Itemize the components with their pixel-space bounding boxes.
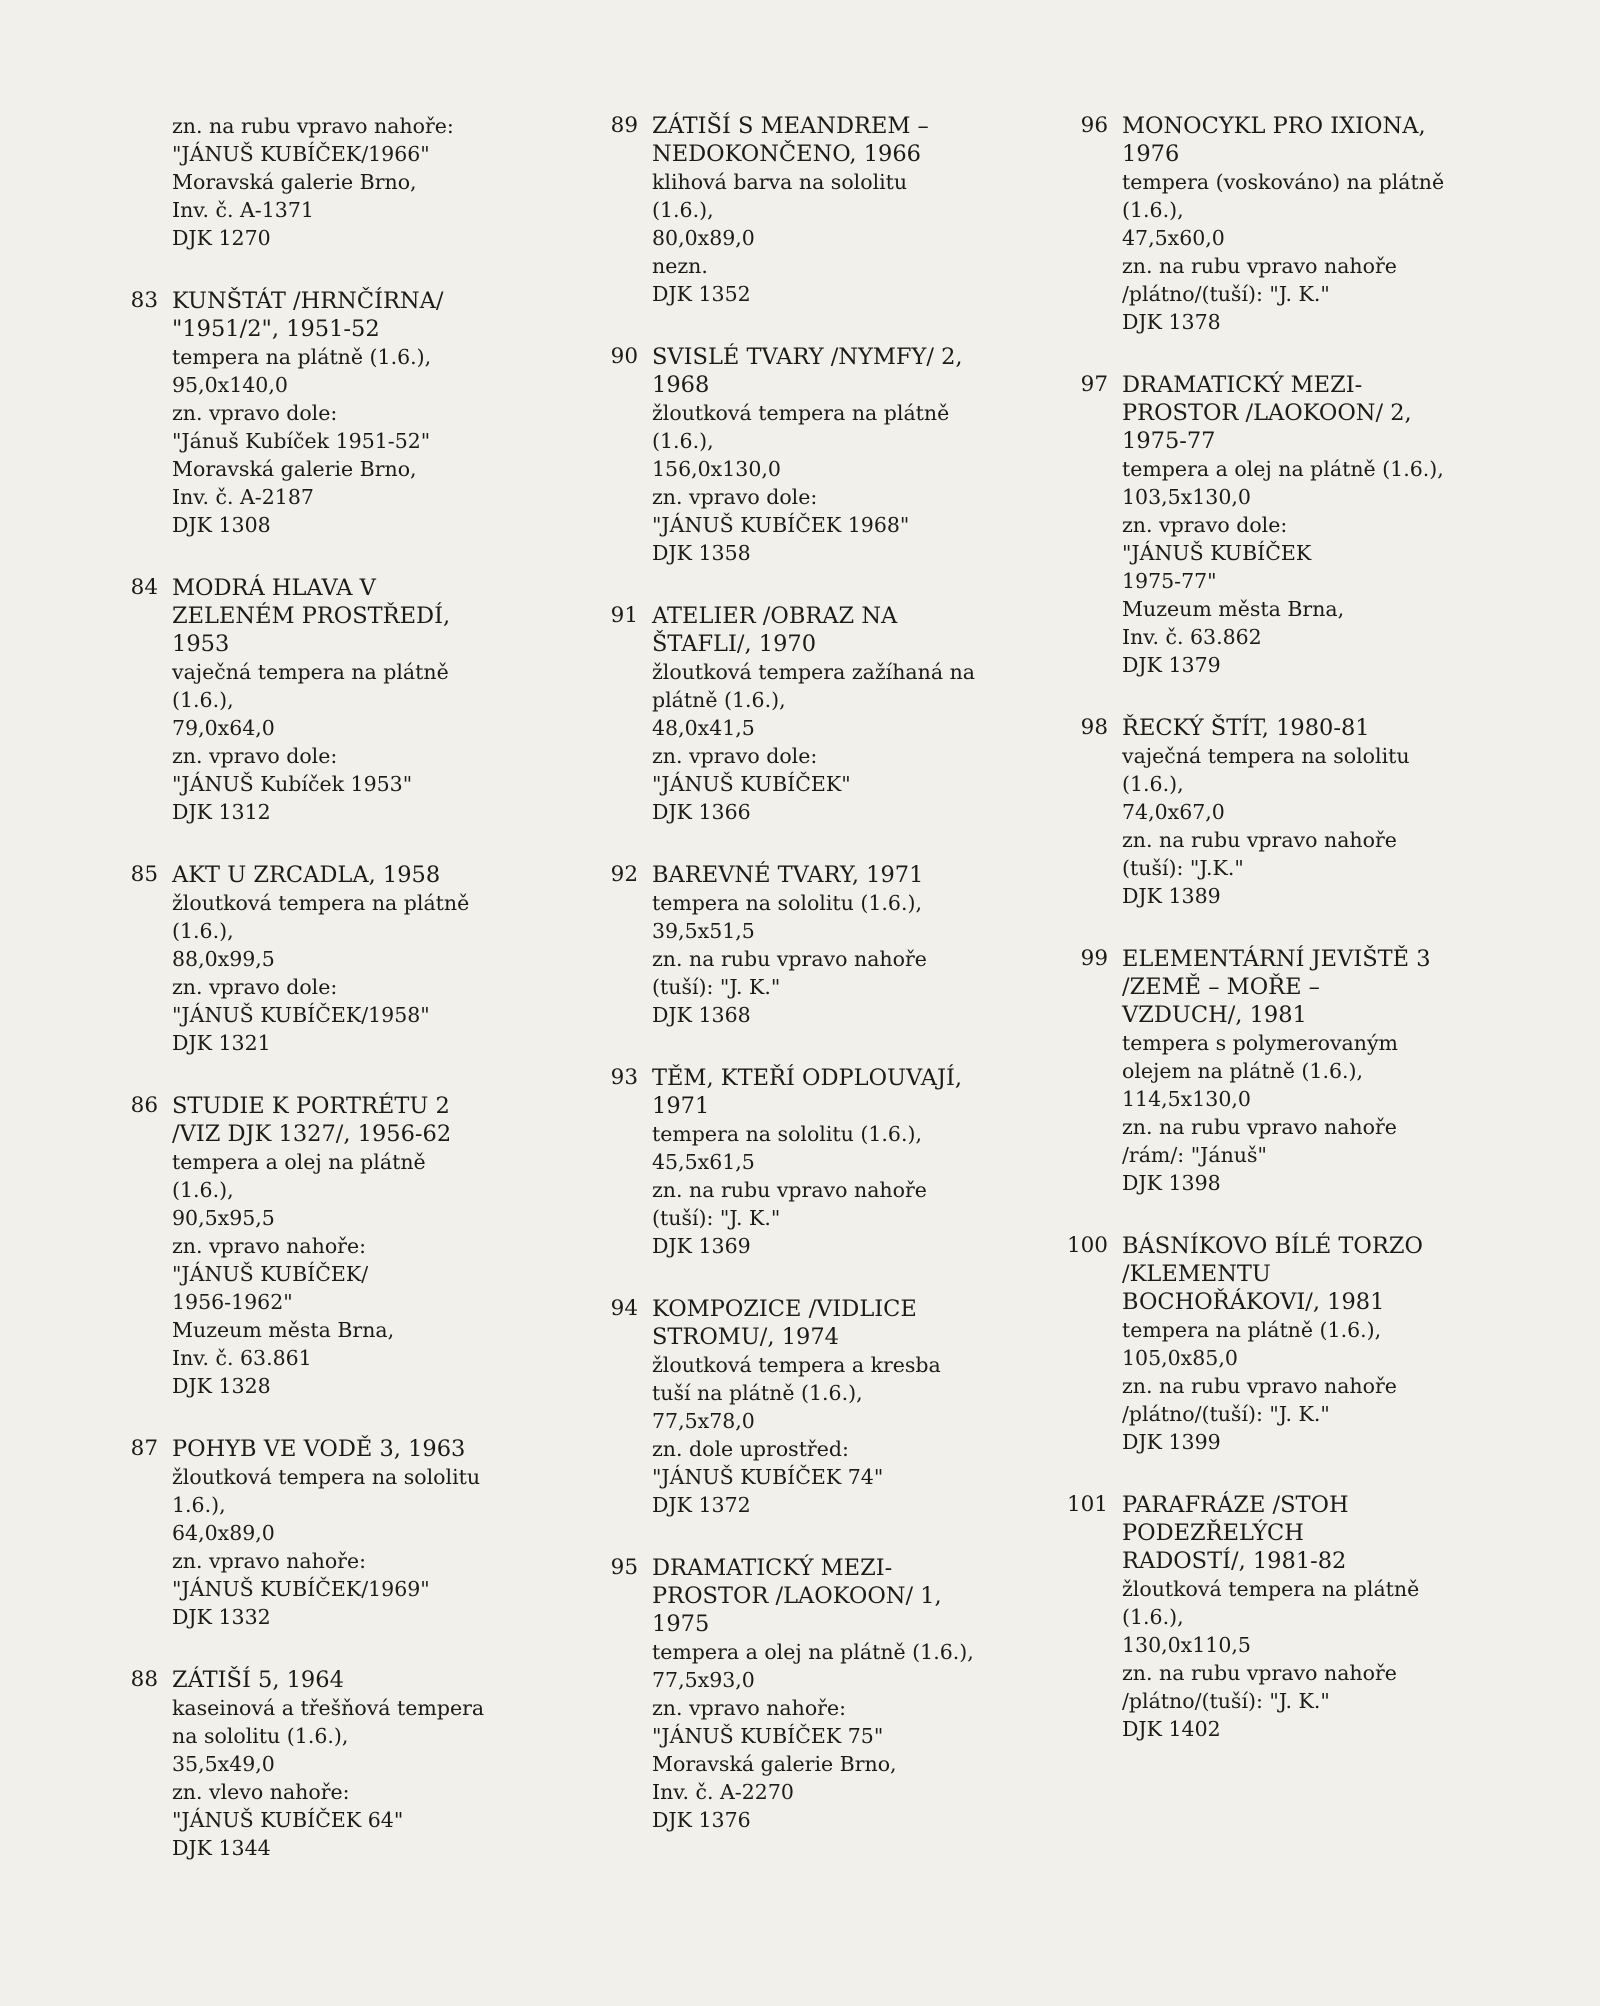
entry-detail-line: (1.6.), xyxy=(172,919,234,943)
entry-detail-line: DJK 1358 xyxy=(652,541,751,565)
entry-title-line: VZDUCH/, 1981 xyxy=(1122,1002,1307,1028)
entry-number: 101 xyxy=(1066,1492,1108,1517)
entry-detail-line: 45,5x61,5 xyxy=(652,1150,755,1174)
entry-title-line: 1975 xyxy=(652,1611,710,1637)
entry-title-line: TĚM, KTEŘÍ ODPLOUVAJÍ, xyxy=(652,1065,963,1091)
entry-detail-line: "JÁNUŠ KUBÍČEK 64" xyxy=(172,1808,404,1832)
entry-detail-line: 48,0x41,5 xyxy=(652,716,755,740)
entry-detail-line: (1.6.), xyxy=(652,198,714,222)
entry-detail-line: 74,0x67,0 xyxy=(1122,800,1225,824)
entry-detail-line: 64,0x89,0 xyxy=(172,1521,275,1545)
entry-detail-line: (1.6.), xyxy=(1122,1605,1184,1629)
entry-detail-line: 79,0x64,0 xyxy=(172,716,275,740)
entry-detail-line: "Jánuš Kubíček 1951-52" xyxy=(172,429,431,453)
entry-detail-line: zn. na rubu vpravo nahoře xyxy=(1122,828,1397,852)
entry-detail-line: "JÁNUŠ KUBÍČEK/ xyxy=(172,1262,369,1286)
entry-body xyxy=(652,1295,1060,1519)
entry-detail-line: olejem na plátně (1.6.), xyxy=(1122,1059,1364,1083)
continuation-line: zn. na rubu vpravo nahoře: xyxy=(172,114,454,138)
entry-title-line: MONOCYKL PRO IXIONA, xyxy=(1122,113,1426,139)
entry-number: 91 xyxy=(610,603,638,628)
entry-title-line: 1975-77 xyxy=(1122,428,1216,454)
catalog-entry xyxy=(1060,714,1530,910)
entry-detail-line: 47,5x60,0 xyxy=(1122,226,1225,250)
entry-title-line: /KLEMENTU xyxy=(1122,1261,1271,1287)
catalog-entry xyxy=(1060,1232,1530,1456)
entry-title-line: STUDIE K PORTRÉTU 2 xyxy=(172,1093,450,1119)
entry-title-line: KOMPOZICE /VIDLICE xyxy=(652,1296,917,1322)
entry-body xyxy=(652,343,1060,567)
entry-detail-line: 1975-77" xyxy=(1122,569,1217,593)
entry-detail-line: 95,0x140,0 xyxy=(172,373,288,397)
entry-number: 85 xyxy=(130,862,158,887)
entry-title-line: ŠTAFLI/, 1970 xyxy=(652,631,817,657)
entry-detail-line: 39,5x51,5 xyxy=(652,919,755,943)
continuation-entry xyxy=(172,112,580,252)
catalog-entry xyxy=(590,602,1060,826)
entry-body xyxy=(652,861,1060,1029)
entry-title-line: ZÁTIŠÍ 5, 1964 xyxy=(172,1667,344,1693)
entry-detail-line: DJK 1402 xyxy=(1122,1717,1221,1741)
entry-number: 90 xyxy=(610,344,638,369)
entry-detail-line: (tuší): "J.K." xyxy=(1122,856,1244,880)
entry-detail-line: (1.6.), xyxy=(1122,772,1184,796)
entry-detail-line: DJK 1352 xyxy=(652,282,751,306)
entry-detail-line: žloutková tempera na sololitu xyxy=(172,1465,481,1489)
entry-detail-line: zn. vlevo nahoře: xyxy=(172,1780,350,1804)
entry-detail-line: "JÁNUŠ KUBÍČEK 1968" xyxy=(652,513,910,537)
continuation-line: Inv. č. A-1371 xyxy=(172,198,314,222)
entry-body xyxy=(652,112,1060,308)
entry-detail-line: /plátno/(tuší): "J. K." xyxy=(1122,1402,1330,1426)
entry-title-line: SVISLÉ TVARY /NYMFY/ 2, xyxy=(652,344,963,370)
entry-detail-line: tempera na plátně (1.6.), xyxy=(172,345,432,369)
entry-detail-line: DJK 1369 xyxy=(652,1234,751,1258)
column-2 xyxy=(590,112,1060,1869)
entry-detail-line: "JÁNUŠ KUBÍČEK/1969" xyxy=(172,1577,430,1601)
catalog-entry xyxy=(590,861,1060,1029)
entry-detail-line: zn. na rubu vpravo nahoře xyxy=(1122,1374,1397,1398)
entry-detail-line: Moravská galerie Brno, xyxy=(652,1752,897,1776)
entry-number: 97 xyxy=(1080,372,1108,397)
entry-number: 89 xyxy=(610,113,638,138)
entry-detail-line: (1.6.), xyxy=(652,429,714,453)
entry-body xyxy=(172,287,580,539)
catalog-entry xyxy=(110,1435,580,1631)
entry-detail-line: 130,0x110,5 xyxy=(1122,1633,1251,1657)
entry-number: 100 xyxy=(1066,1233,1108,1258)
entry-number: 86 xyxy=(130,1093,158,1118)
entry-detail-line: (1.6.), xyxy=(172,688,234,712)
entry-detail-line: (1.6.), xyxy=(172,1178,234,1202)
entry-title-line: DRAMATICKÝ MEZI- xyxy=(652,1555,893,1581)
entry-title-line: PROSTOR /LAOKOON/ 1, xyxy=(652,1583,942,1609)
entry-detail-line: 77,5x78,0 xyxy=(652,1409,755,1433)
entry-detail-line: zn. vpravo dole: xyxy=(172,744,338,768)
entry-detail-line: vaječná tempera na plátně xyxy=(172,660,449,684)
entry-number: 83 xyxy=(130,288,158,313)
entry-detail-line: zn. vpravo nahoře: xyxy=(172,1234,367,1258)
entry-body xyxy=(1122,1491,1530,1743)
entry-detail-line: Moravská galerie Brno, xyxy=(172,457,417,481)
entry-detail-line: tempera na sololitu (1.6.), xyxy=(652,891,923,915)
entry-body xyxy=(1122,1232,1530,1456)
entry-detail-line: zn. na rubu vpravo nahoře xyxy=(652,947,927,971)
entry-detail-line: Muzeum města Brna, xyxy=(1122,597,1345,621)
entry-body xyxy=(652,1554,1060,1834)
entry-detail-line: "JÁNUŠ KUBÍČEK/1958" xyxy=(172,1003,430,1027)
catalog-entry xyxy=(110,1666,580,1862)
entry-detail-line: /plátno/(tuší): "J. K." xyxy=(1122,1689,1330,1713)
entry-title-line: AKT U ZRCADLA, 1958 xyxy=(172,862,441,888)
entry-body xyxy=(172,574,580,826)
entry-detail-line: DJK 1398 xyxy=(1122,1171,1221,1195)
entry-detail-line: nezn. xyxy=(652,254,708,278)
entry-title-line: ZELENÉM PROSTŘEDÍ, xyxy=(172,603,451,629)
entry-detail-line: 1956-1962" xyxy=(172,1290,293,1314)
entry-detail-line: kaseinová a třešňová tempera xyxy=(172,1696,485,1720)
entry-title-line: PROSTOR /LAOKOON/ 2, xyxy=(1122,400,1412,426)
entry-detail-line: tempera (voskováno) na plátně xyxy=(1122,170,1445,194)
entry-detail-line: klihová barva na sololitu xyxy=(652,170,908,194)
entry-detail-line: zn. vpravo dole: xyxy=(172,975,338,999)
catalog-entry xyxy=(590,343,1060,567)
entry-detail-line: 88,0x99,5 xyxy=(172,947,275,971)
entry-title-line: RADOSTÍ/, 1981-82 xyxy=(1122,1548,1347,1574)
catalog-entry xyxy=(110,287,580,539)
entry-detail-line: žloutková tempera na plátně xyxy=(1122,1577,1420,1601)
entry-number: 96 xyxy=(1080,113,1108,138)
entry-title-line: 1968 xyxy=(652,372,710,398)
entry-title-line: STROMU/, 1974 xyxy=(652,1324,839,1350)
catalog-entry xyxy=(590,1295,1060,1519)
entry-detail-line: zn. na rubu vpravo nahoře xyxy=(652,1178,927,1202)
entry-detail-line: "JÁNUŠ KUBÍČEK 75" xyxy=(652,1724,884,1748)
entry-detail-line: DJK 1379 xyxy=(1122,653,1221,677)
entry-detail-line: DJK 1376 xyxy=(652,1808,751,1832)
entry-title-line: PODEZŘELÝCH xyxy=(1122,1520,1304,1546)
entry-detail-line: Inv. č. 63.861 xyxy=(172,1346,312,1370)
entry-title-line: DRAMATICKÝ MEZI- xyxy=(1122,372,1363,398)
entry-detail-line: 35,5x49,0 xyxy=(172,1752,275,1776)
catalog-entry xyxy=(1060,371,1530,679)
entry-detail-line: Inv. č. 63.862 xyxy=(1122,625,1262,649)
entry-detail-line: /plátno/(tuší): "J. K." xyxy=(1122,282,1330,306)
entry-title-line: 1971 xyxy=(652,1093,710,1119)
entry-detail-line: "JÁNUŠ KUBÍČEK xyxy=(1122,541,1312,565)
entry-detail-line: žloutková tempera na plátně xyxy=(172,891,470,915)
entry-detail-line: DJK 1308 xyxy=(172,513,271,537)
catalog-entry xyxy=(1060,1491,1530,1743)
entry-detail-line: plátně (1.6.), xyxy=(652,688,786,712)
entry-body xyxy=(172,1435,580,1631)
entry-detail-line: Inv. č. A-2270 xyxy=(652,1780,794,1804)
entry-detail-line: tempera a olej na plátně (1.6.), xyxy=(652,1640,974,1664)
entry-detail-line: (1.6.), xyxy=(1122,198,1184,222)
entry-detail-line: tempera na sololitu (1.6.), xyxy=(652,1122,923,1146)
entry-detail-line: DJK 1372 xyxy=(652,1493,751,1517)
entry-title-line: BÁSNÍKOVO BÍLÉ TORZO xyxy=(1122,1233,1423,1259)
entry-detail-line: žloutková tempera na plátně xyxy=(652,401,950,425)
entry-detail-line: 1.6.), xyxy=(172,1493,226,1517)
entry-detail-line: zn. vpravo nahoře: xyxy=(652,1696,847,1720)
entry-body xyxy=(1122,945,1530,1197)
entry-detail-line: 90,5x95,5 xyxy=(172,1206,275,1230)
continuation-line: Moravská galerie Brno, xyxy=(172,170,417,194)
entry-title-line: "1951/2", 1951-52 xyxy=(172,316,380,342)
entry-detail-line: žloutková tempera zažíhaná na xyxy=(652,660,975,684)
entry-title-line: /ZEMĚ – MOŘE – xyxy=(1122,974,1320,1000)
entry-number: 93 xyxy=(610,1065,638,1090)
entry-title-line: ATELIER /OBRAZ NA xyxy=(652,603,898,629)
entry-body xyxy=(172,1666,580,1862)
entry-detail-line: "JÁNUŠ Kubíček 1953" xyxy=(172,772,413,796)
entry-title-line: /VIZ DJK 1327/, 1956-62 xyxy=(172,1121,452,1147)
catalog-entry xyxy=(110,861,580,1057)
entry-detail-line: zn. na rubu vpravo nahoře xyxy=(1122,254,1397,278)
catalog-entry xyxy=(110,1092,580,1400)
entry-detail-line: zn. vpravo nahoře: xyxy=(172,1549,367,1573)
entry-body xyxy=(1122,371,1530,679)
entry-detail-line: zn. vpravo dole: xyxy=(652,744,818,768)
entry-body xyxy=(172,861,580,1057)
entry-detail-line: tuší na plátně (1.6.), xyxy=(652,1381,863,1405)
catalog-entry xyxy=(590,112,1060,308)
entry-number: 88 xyxy=(130,1667,158,1692)
entry-detail-line: zn. vpravo dole: xyxy=(1122,513,1288,537)
catalog-entry xyxy=(1060,945,1530,1197)
catalog-entry xyxy=(590,1064,1060,1260)
entry-detail-line: (tuší): "J. K." xyxy=(652,1206,781,1230)
entry-detail-line: tempera na plátně (1.6.), xyxy=(1122,1318,1382,1342)
entry-body xyxy=(1122,714,1530,910)
continuation-line: DJK 1270 xyxy=(172,226,271,250)
entry-detail-line: 156,0x130,0 xyxy=(652,457,781,481)
entry-detail-line: Inv. č. A-2187 xyxy=(172,485,314,509)
continuation-body xyxy=(172,112,580,252)
entry-detail-line: DJK 1328 xyxy=(172,1374,271,1398)
entry-number: 87 xyxy=(130,1436,158,1461)
entry-detail-line: DJK 1368 xyxy=(652,1003,751,1027)
entry-title-line: POHYB VE VODĚ 3, 1963 xyxy=(172,1436,466,1462)
entry-body xyxy=(1122,112,1530,336)
entry-detail-line: DJK 1332 xyxy=(172,1605,271,1629)
entry-detail-line: zn. vpravo dole: xyxy=(172,401,338,425)
column-1 xyxy=(110,112,580,1897)
entry-detail-line: tempera a olej na plátně xyxy=(172,1150,426,1174)
entry-detail-line: tempera s polymerovaným xyxy=(1122,1031,1398,1055)
entry-title-line: BAREVNÉ TVARY, 1971 xyxy=(652,862,924,888)
entry-detail-line: tempera a olej na plátně (1.6.), xyxy=(1122,457,1444,481)
entry-title-line: ELEMENTÁRNÍ JEVIŠTĚ 3 xyxy=(1122,946,1431,972)
entry-title-line: 1953 xyxy=(172,631,230,657)
entry-detail-line: /rám/: "Jánuš" xyxy=(1122,1143,1267,1167)
entry-detail-line: DJK 1366 xyxy=(652,800,751,824)
catalog-entry xyxy=(1060,112,1530,336)
entry-detail-line: zn. na rubu vpravo nahoře xyxy=(1122,1661,1397,1685)
entry-number: 92 xyxy=(610,862,638,887)
entry-body xyxy=(652,602,1060,826)
entry-body xyxy=(172,1092,580,1400)
entry-title-line: 1976 xyxy=(1122,141,1180,167)
entry-number: 94 xyxy=(610,1296,638,1321)
entry-detail-line: DJK 1399 xyxy=(1122,1430,1221,1454)
entry-detail-line: DJK 1312 xyxy=(172,800,271,824)
continuation-line: "JÁNUŠ KUBÍČEK/1966" xyxy=(172,142,430,166)
column-3 xyxy=(1060,112,1530,1778)
entry-detail-line: 77,5x93,0 xyxy=(652,1668,755,1692)
entry-body xyxy=(652,1064,1060,1260)
entry-detail-line: 105,0x85,0 xyxy=(1122,1346,1238,1370)
entry-detail-line: na sololitu (1.6.), xyxy=(172,1724,349,1748)
entry-title-line: BOCHOŘÁKOVI/, 1981 xyxy=(1122,1289,1385,1315)
entry-title-line: KUNŠTÁT /HRNČÍRNA/ xyxy=(172,288,444,314)
entry-detail-line: žloutková tempera a kresba xyxy=(652,1353,941,1377)
entry-title-line: MODRÁ HLAVA V xyxy=(172,575,376,601)
entry-detail-line: 80,0x89,0 xyxy=(652,226,755,250)
entry-detail-line: DJK 1378 xyxy=(1122,310,1221,334)
entry-title-line: ZÁTIŠÍ S MEANDREM – xyxy=(652,113,929,139)
entry-detail-line: zn. dole uprostřed: xyxy=(652,1437,849,1461)
entry-detail-line: Muzeum města Brna, xyxy=(172,1318,395,1342)
entry-number: 84 xyxy=(130,575,158,600)
catalog-entry xyxy=(590,1554,1060,1834)
entry-detail-line: zn. vpravo dole: xyxy=(652,485,818,509)
entry-detail-line: "JÁNUŠ KUBÍČEK" xyxy=(652,772,851,796)
entry-title-line: PARAFRÁZE /STOH xyxy=(1122,1492,1349,1518)
entry-number: 98 xyxy=(1080,715,1108,740)
entry-detail-line: (tuší): "J. K." xyxy=(652,975,781,999)
entry-detail-line: "JÁNUŠ KUBÍČEK 74" xyxy=(652,1465,884,1489)
entry-title-line: ŘECKÝ ŠTÍT, 1980-81 xyxy=(1122,715,1370,741)
entry-title-line: NEDOKONČENO, 1966 xyxy=(652,141,921,167)
entry-number: 99 xyxy=(1080,946,1108,971)
entry-number: 95 xyxy=(610,1555,638,1580)
entry-detail-line: vaječná tempera na sololitu xyxy=(1122,744,1410,768)
entry-detail-line: DJK 1344 xyxy=(172,1836,271,1860)
entry-detail-line: DJK 1321 xyxy=(172,1031,271,1055)
entry-detail-line: 103,5x130,0 xyxy=(1122,485,1251,509)
entry-detail-line: zn. na rubu vpravo nahoře xyxy=(1122,1115,1397,1139)
entry-detail-line: 114,5x130,0 xyxy=(1122,1087,1251,1111)
entry-detail-line: DJK 1389 xyxy=(1122,884,1221,908)
catalog-entry xyxy=(110,574,580,826)
